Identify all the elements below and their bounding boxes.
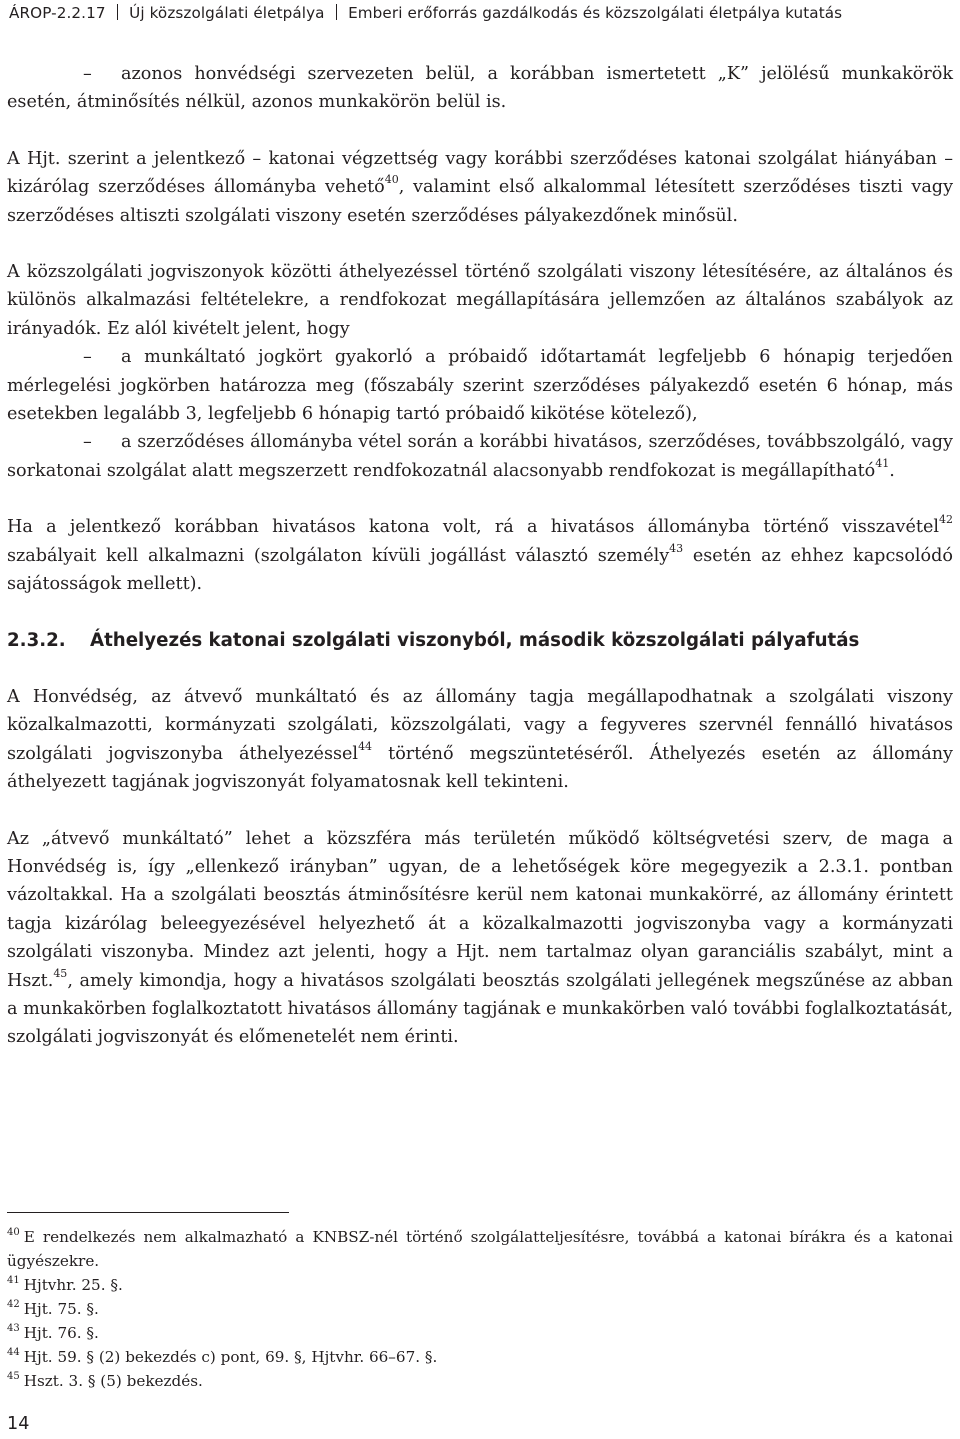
dash-bullet: – xyxy=(83,432,92,453)
dash-bullet: – xyxy=(83,347,92,368)
dash-item-text: azonos honvédségi szervezeten belül, a korábban ismertetett „K” jelölésű munkakörök esetén, átminősítés nélkül, azonos munkakörön belül is. xyxy=(7,64,953,113)
paragraph: A Honvédség, az átvevő munkáltató és az állomány tagja megállapodhatnak a szolgálati viszony közalkalmazotti, kormányzati szolgálati, közszolgálati, vagy a fegyveres szervnél fennálló hivatásos szolgálati jogviszonyba áthelyezéssel$^{44}$ történő megszüntetéséről. Áthelyezés esetén az állomány áthelyezett tagjának jogviszonyát folyamatosnak kell tekinteni. xyxy=(7,686,953,793)
footnote: $^{42}$ Hjt. 75. §. xyxy=(7,1299,99,1318)
footnote-number: 44 xyxy=(7,1347,20,1358)
footnote-ref[interactable]: 41 xyxy=(875,456,890,470)
footnote-number: 41 xyxy=(7,1275,20,1286)
footnote-ref[interactable]: 44 xyxy=(358,739,373,753)
paragraph: A Hjt. szerint a jelentkező – katonai végzettség vagy korábbi szerződéses katonai szolgálat hiányában – kizárólag szerződéses állományba vehető$^{40}$, valamint első alkalommal létesített szerződéses tiszti vagy szerződéses altiszti szolgálati viszony esetén szerződéses pályakezdőnek minősül. xyxy=(7,148,954,226)
section-number: 2.3.2. xyxy=(7,629,66,651)
footnote: $^{43}$ Hjt. 76. §. xyxy=(7,1323,99,1342)
section-title: Áthelyezés katonai szolgálati viszonyból, második közszolgálati pályafutás xyxy=(90,629,860,651)
footnote-number: 42 xyxy=(7,1299,20,1310)
header-code: ÁROP-2.2.17 xyxy=(9,4,106,22)
footnote-number: 45 xyxy=(7,1371,20,1382)
header-separator xyxy=(117,4,119,20)
footnote-ref[interactable]: 43 xyxy=(669,541,684,555)
footnote: $^{45}$ Hszt. 3. § (5) bekezdés. xyxy=(7,1371,203,1390)
footnote-divider xyxy=(7,1212,289,1213)
footnote-ref[interactable]: 45 xyxy=(53,966,68,980)
footnotes xyxy=(7,1225,953,1393)
paragraph: A közszolgálati jogviszonyok közötti áthelyezéssel történő szolgálati viszony létesítésére, az általános és különös alkalmazási feltételekre, a rendfokozat megállapítására jellemzően az általános szabályok az irányadók. Ez alól kivételt jelent, hogy xyxy=(7,262,953,339)
header-series: Új közszolgálati életpálya xyxy=(129,4,325,22)
paragraph: Az „átvevő munkáltató” lehet a közszféra más területén működő költségvetési szerv, de maga a Honvédség is, így „ellenkező irányban” ugyan, de a lehetőségek köre megegyezik a 2.3.1. pontban vázoltakkal. Ha a szolgálati beosztás átminősítésre kerül nem katonai munkakörré, az állomány érintett tagja kizárólag beleegyezésével helyezhető át a közalkalmazotti jogviszonyba vagy a kormányzati szolgálati viszonyba. Mindez azt jelenti, hogy a Hjt. nem tartalmaz olyan garanciális szabályt, mint a Hszt.$^{45}$, amely kimondja, hogy a hivatásos szolgálati beosztás szolgálati jellegének megszűnése az abban a munkakörben foglalkoztatott hivatásos állomány tagjának e munkakörben való további foglalkoztatását, szolgálati jogviszonyát és előmenetelét nem érinti. xyxy=(7,828,953,1048)
page-number: 14 xyxy=(7,1414,30,1434)
dash-item: – a munkáltató jogkört gyakorló a próbaidő időtartamát legfeljebb 6 hónapig terjedően mérlegelési jogkörben határozza meg (főszabály szerint szerződéses pályakezdő esetén 6 hónap, más esetekben legalább 3, legfeljebb 6 hónapig tartó próbaidő kikötése kötelező), xyxy=(7,343,953,428)
footnote-ref[interactable]: 40 xyxy=(384,173,399,187)
paragraph: Ha a jelentkező korábban hivatásos katona volt, rá a hivatásos állományba történő visszavétel$^{42}$ szabályait kell alkalmazni (szolgálaton kívüli jogállást választó személy$^{43}$ esetén az ehhez kapcsolódó sajátosságok mellett). xyxy=(7,513,953,595)
header-topic: Emberi erőforrás gazdálkodás és közszolgálati életpálya kutatás xyxy=(348,4,843,22)
section-heading xyxy=(7,627,953,655)
footnote: $^{41}$ Hjtvhr. 25. §. xyxy=(7,1275,123,1294)
dash-item xyxy=(7,60,953,117)
dash-item: – a szerződéses állományba vétel során a korábbi hivatásos, szerződéses, továbbszolgáló, vagy sorkatonai szolgálat alatt megszerzett rendfokozatnál alacsonyabb rendfokozat is megállapítható$^{41}$. xyxy=(7,428,953,485)
main-text xyxy=(7,60,953,1052)
running-header xyxy=(9,4,954,22)
footnote-ref[interactable]: 42 xyxy=(939,513,953,527)
footnote-number: 40 xyxy=(7,1227,20,1238)
footnote: $^{44}$ Hjt. 59. § (2) bekezdés c) pont, 69. §, Hjtvhr. 66–67. §. xyxy=(7,1347,438,1366)
footnote-number: 43 xyxy=(7,1323,20,1334)
header-separator xyxy=(336,4,338,20)
dash-bullet: – xyxy=(83,64,92,84)
footnote: $^{40}$ E rendelkezés nem alkalmazható a KNBSZ-nél történő szolgálatteljesítésre, továbbá a katonai bírákra és a katonai ügyészekre. xyxy=(7,1227,953,1270)
